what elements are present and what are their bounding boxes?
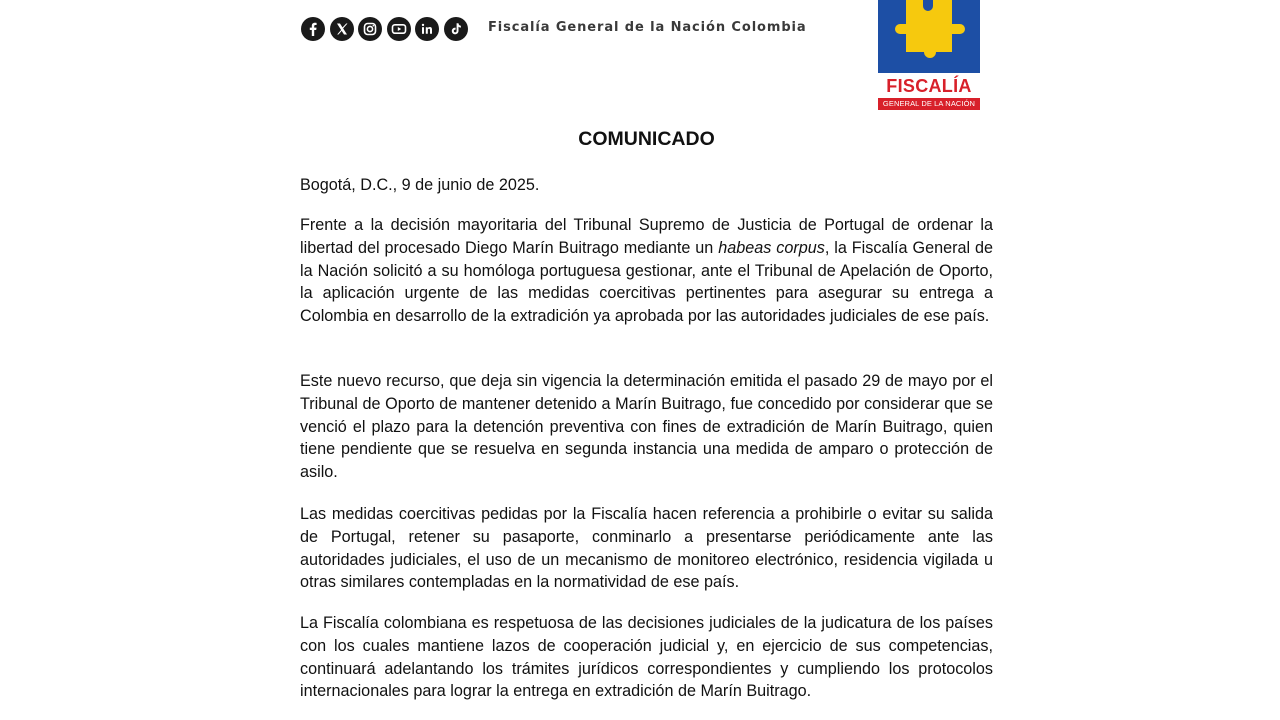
paragraph-1-italic: habeas corpus: [718, 238, 825, 257]
logo-wordmark: FISCALÍA: [886, 76, 972, 96]
logo-subtitle: GENERAL DE LA NACIÓN: [878, 98, 980, 110]
paragraph-1-start: Frente a la decisión mayoritaria del Tribunal Supremo de Justicia de Portugal de ordenar la libertad del procesado Diego Marín Buitrago mediante un: [300, 216, 993, 257]
organization-name: Fiscalía General de la Nación Colombia: [488, 20, 807, 35]
linkedin-icon[interactable]: [415, 17, 439, 41]
paragraph-3: Las medidas coercitivas pedidas por la Fiscalía hacen referencia a prohibirle o evitar su salida de Portugal, retener su pasaporte, conminarlo a presentarse periódicamente ante las autoridades judiciales, el uso de un mecanismo de monitoreo electrónico, residencia vigilada u otras similares contempladas en la normatividad de ese país.: [300, 505, 993, 592]
social-links: [301, 16, 472, 42]
dateline: Bogotá, D.C., 9 de junio de 2025.: [300, 176, 540, 194]
fiscalia-logo: [876, 0, 982, 112]
instagram-icon[interactable]: [358, 17, 382, 41]
x-icon[interactable]: [330, 17, 354, 41]
tiktok-icon[interactable]: [444, 17, 468, 41]
document-title: COMUNICADO: [578, 128, 715, 150]
paragraph-2: Este nuevo recurso, que deja sin vigencia la determinación emitida el pasado 29 de mayo por el Tribunal de Oporto de mantener detenido a Marín Buitrago, fue concedido por considerar que se venció el plazo para la detención preventiva con fines de extradición de Marín Buitrago, quien tiene pendiente que se resuelva en segunda instancia una medida de amparo o protección de asilo.: [300, 372, 993, 482]
paragraph-1-end: , la Fiscalía General de la Nación solicitó a su homóloga portuguesa gestionar, ante el Tribunal de Apelación de Oporto, la aplicación urgente de las medidas coercitivas pertinentes para asegurar su entrega a Colombia en desarrollo de la extradición ya aprobada por las autoridades judiciales de ese país.: [300, 238, 993, 326]
facebook-icon[interactable]: [301, 17, 325, 41]
logo-emblem: [878, 0, 980, 73]
puzzle-piece-icon: [878, 0, 980, 73]
youtube-icon[interactable]: [387, 17, 411, 41]
paragraph-4: La Fiscalía colombiana es respetuosa de las decisiones judiciales de la judicatura de los países con los cuales mantiene lazos de cooperación judicial y, en ejercicio de sus competencias, continuará adelantando los trámites jurídicos correspondientes y cumpliendo los protocolos internacionales para lograr la entrega en extradición de Marín Buitrago.: [300, 614, 993, 701]
paragraph-1: [300, 214, 993, 328]
